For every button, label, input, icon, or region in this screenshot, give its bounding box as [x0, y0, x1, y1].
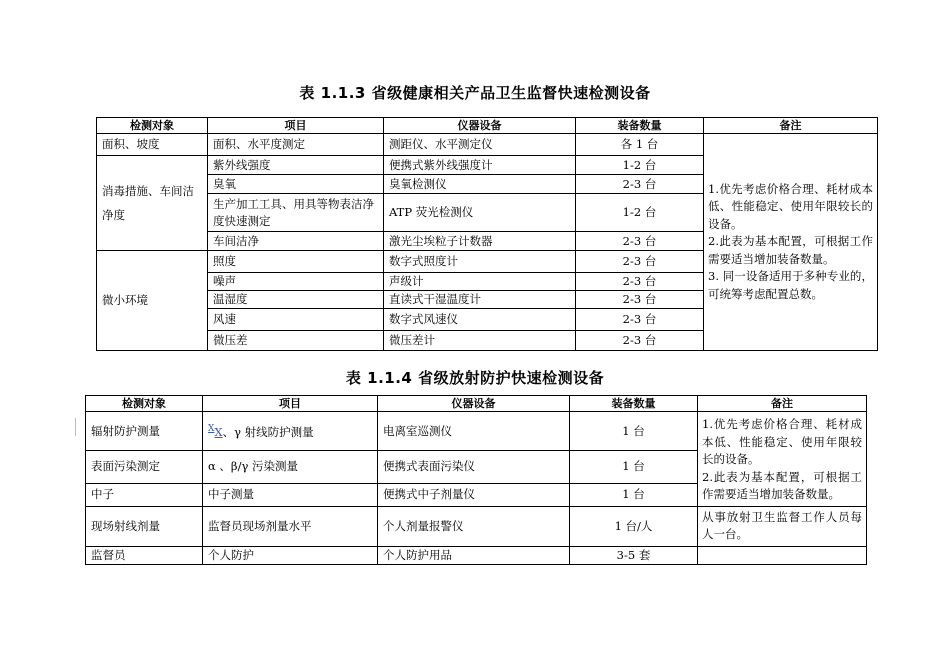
device-cell: 便携式表面污染仪	[378, 451, 570, 484]
qty-cell: 1-2 台	[576, 194, 704, 232]
note-cell: 1.优先考虑价格合理、耗材成本低、性能稳定、使用年限较长的设备。 2.此表为基本配置，可根据工作需要适当增加装备数量。 3. 同一设备适用于多种专业的，可统筹考虑配置总数。	[704, 134, 878, 351]
item-cell: 车间洁净	[208, 232, 384, 251]
margin-marker	[75, 418, 76, 436]
qty-cell: 2-3 台	[576, 291, 704, 309]
qty-cell: 1 台	[570, 412, 698, 451]
device-cell: ATP 荧光检测仪	[384, 194, 576, 232]
qty-cell: 1-2 台	[576, 156, 704, 175]
header-item: 项目	[203, 396, 378, 412]
header-object: 检测对象	[97, 118, 208, 134]
device-cell: 数字式照度计	[384, 251, 576, 273]
item-text: 、γ 射线防护测量	[222, 424, 314, 439]
table-row	[97, 134, 878, 156]
header-note: 备注	[704, 118, 878, 134]
object-cell: 微小环境	[97, 251, 208, 351]
device-cell: 微压差计	[384, 331, 576, 351]
table1-header-row	[97, 118, 878, 134]
item-cell: 中子测量	[203, 483, 378, 506]
header-device: 仪器设备	[384, 118, 576, 134]
item-cell: 微压差	[208, 331, 384, 351]
item-cell	[203, 412, 378, 451]
item-cell: 面积、水平度测定	[208, 134, 384, 156]
qty-cell: 2-3 台	[576, 232, 704, 251]
qty-cell: 2-3 台	[576, 175, 704, 194]
device-cell: 便携式中子剂量仪	[378, 483, 570, 506]
item-cell: 臭氧	[208, 175, 384, 194]
table2-title: 表 1.1.4 省级放射防护快速检测设备	[345, 369, 605, 387]
table-row	[86, 506, 867, 546]
device-cell: 臭氧检测仪	[384, 175, 576, 194]
qty-cell: 2-3 台	[576, 331, 704, 351]
item-cell: 照度	[208, 251, 384, 273]
table2	[85, 395, 867, 565]
x-ray-link[interactable]: X	[214, 424, 223, 439]
device-cell: 个人防护用品	[378, 546, 570, 564]
item-cell: 个人防护	[203, 546, 378, 564]
item-cell: α 、β/γ 污染测量	[203, 451, 378, 484]
object-cell: 监督员	[86, 546, 203, 564]
x-prefix-link[interactable]: X	[208, 424, 215, 435]
item-cell: 生产加工工具、用具等物表洁净度快速测定	[208, 194, 384, 232]
header-qty: 装备数量	[570, 396, 698, 412]
qty-cell: 2-3 台	[576, 309, 704, 331]
object-cell: 消毒措施、车间洁净度	[97, 156, 208, 251]
note-cell: 1.优先考虑价格合理、耗材成本低、性能稳定、使用年限较长的设备。 2.此表为基本配置，可根据工作需要适当增加装备数量。	[698, 412, 867, 507]
object-cell: 现场射线剂量	[86, 506, 203, 546]
item-cell: 温湿度	[208, 291, 384, 309]
qty-cell: 1 台	[570, 483, 698, 506]
table2-header-row	[86, 396, 867, 412]
qty-cell: 2-3 台	[576, 273, 704, 291]
qty-cell: 2-3 台	[576, 251, 704, 273]
device-cell: 电离室巡测仪	[378, 412, 570, 451]
object-cell: 面积、坡度	[97, 134, 208, 156]
table1-title: 表 1.1.3 省级健康相关产品卫生监督快速检测设备	[299, 84, 651, 102]
device-cell: 激光尘埃粒子计数器	[384, 232, 576, 251]
qty-cell: 各 1 台	[576, 134, 704, 156]
qty-cell: 1 台/人	[570, 506, 698, 546]
qty-cell: 3-5 套	[570, 546, 698, 564]
object-cell: 表面污染测定	[86, 451, 203, 484]
table1	[96, 117, 878, 351]
device-cell: 便携式紫外线强度计	[384, 156, 576, 175]
header-object: 检测对象	[86, 396, 203, 412]
table-row	[86, 546, 867, 564]
table-row	[86, 412, 867, 451]
note-cell	[698, 546, 867, 564]
device-cell: 直读式干湿温度计	[384, 291, 576, 309]
item-cell: 紫外线强度	[208, 156, 384, 175]
item-cell: 噪声	[208, 273, 384, 291]
qty-cell: 1 台	[570, 451, 698, 484]
device-cell: 测距仪、水平测定仪	[384, 134, 576, 156]
header-device: 仪器设备	[378, 396, 570, 412]
device-cell: 数字式风速仪	[384, 309, 576, 331]
item-cell: 风速	[208, 309, 384, 331]
header-item: 项目	[208, 118, 384, 134]
object-cell: 辐射防护测量	[86, 412, 203, 451]
note-cell: 从事放射卫生监督工作人员每人一台。	[698, 506, 867, 546]
device-cell: 声级计	[384, 273, 576, 291]
item-cell: 监督员现场剂量水平	[203, 506, 378, 546]
header-note: 备注	[698, 396, 867, 412]
device-cell: 个人剂量报警仪	[378, 506, 570, 546]
header-qty: 装备数量	[576, 118, 704, 134]
object-cell: 中子	[86, 483, 203, 506]
